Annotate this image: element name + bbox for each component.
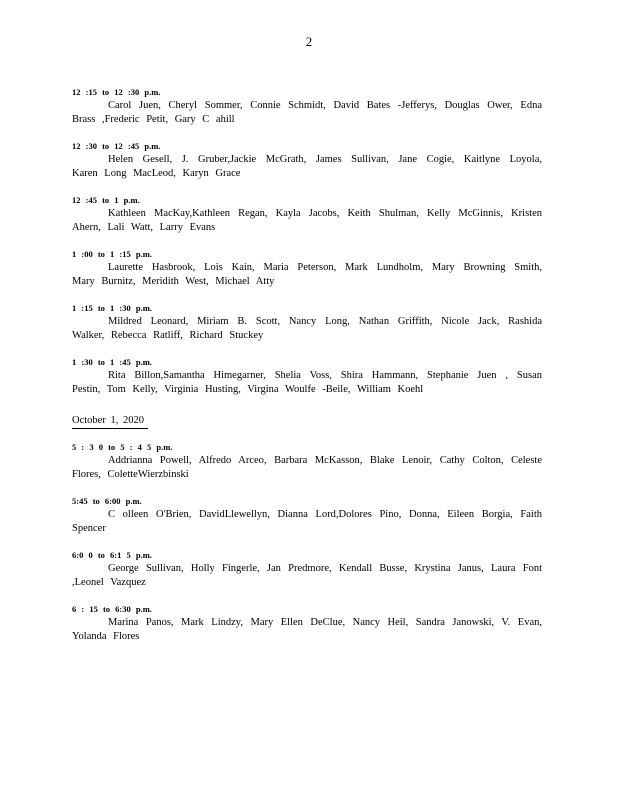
time-slot — [72, 302, 542, 343]
time-slot — [72, 248, 542, 289]
slot-time: 12 :15 to 12 :30 p.m. — [72, 87, 161, 97]
slot-time: 5:45 to 6:00 p.m. — [72, 496, 142, 506]
slot-time: 6:0 0 to 6:1 5 p.m. — [72, 550, 152, 560]
time-slot — [72, 495, 542, 536]
slot-names: Laurette Hasbrook, Lois Kain, Maria Peterson, Mark Lundholm, Mary Browning Smith, Mary Burnitz, Meridith West, Michael Atty — [72, 262, 542, 287]
slot-time: 12 :30 to 12 :45 p.m. — [72, 141, 161, 151]
slot-names: C olleen O'Brien, DavidLlewellyn, Dianna Lord,Dolores Pino, Donna, Eileen Borgia, Faith Spencer — [72, 509, 542, 534]
slot-time: 1 :30 to 1 :45 p.m. — [72, 357, 152, 367]
slot-names: Mildred Leonard, Miriam B. Scott, Nancy Long, Nathan Griffith, Nicole Jack, Rashida Walker, Rebecca Ratliff, Richard Stuckey — [72, 316, 542, 341]
slot-time: 1 :00 to 1 :15 p.m. — [72, 249, 152, 259]
slot-names: Carol Juen, Cheryl Sommer, Connie Schmidt, David Bates -Jefferys, Douglas Ower, Edna Brass ,Frederic Petit, Gary C ahill — [72, 100, 542, 125]
slot-names: Helen Gesell, J. Gruber,Jackie McGrath, James Sullivan, Jane Cogie, Kaitlyne Loyola, Karen Long MacLeod, Karyn Grace — [72, 154, 542, 179]
time-slot — [72, 86, 542, 127]
slot-time: 1 :15 to 1 :30 p.m. — [72, 303, 152, 313]
time-slot — [72, 603, 542, 644]
slot-names: Marina Panos, Mark Lindzy, Mary Ellen DeClue, Nancy Heil, Sandra Janowski, V. Evan, Yolanda Flores — [72, 617, 542, 642]
slot-names: Kathleen MacKay,Kathleen Regan, Kayla Jacobs, Keith Shulman, Kelly McGinnis, Kristen Ahern, Lali Watt, Larry Evans — [72, 208, 542, 233]
page-number: 2 — [305, 34, 313, 49]
time-slot — [72, 140, 542, 181]
slot-time: 6 : 15 to 6:30 p.m. — [72, 604, 152, 614]
slot-names: Addrianna Powell, Alfredo Arceo, Barbara McKasson, Blake Lenoir, Cathy Colton, Celeste Flores, ColetteWierzbinski — [72, 455, 542, 480]
time-slot — [72, 194, 542, 235]
time-slot — [72, 356, 542, 397]
slot-time: 12 :45 to 1 p.m. — [72, 195, 140, 205]
time-slot — [72, 549, 542, 590]
date-heading: October 1, 2020 — [72, 414, 148, 429]
slot-names: George Sullivan, Holly Fingerle, Jan Predmore, Kendall Busse, Krystina Janus, Laura Font ,Leonel Vazquez — [72, 563, 542, 588]
slot-names: Rita Billon,Samantha Himegarner, Shelia Voss, Shira Hammann, Stephanie Juen , Susan Pestin, Tom Kelly, Virginia Husting, Virgina Woulfe -Beile, William Koehl — [72, 370, 542, 395]
slot-time: 5 : 3 0 to 5 : 4 5 p.m. — [72, 442, 173, 452]
time-slot — [72, 441, 542, 482]
schedule-content — [72, 86, 542, 657]
